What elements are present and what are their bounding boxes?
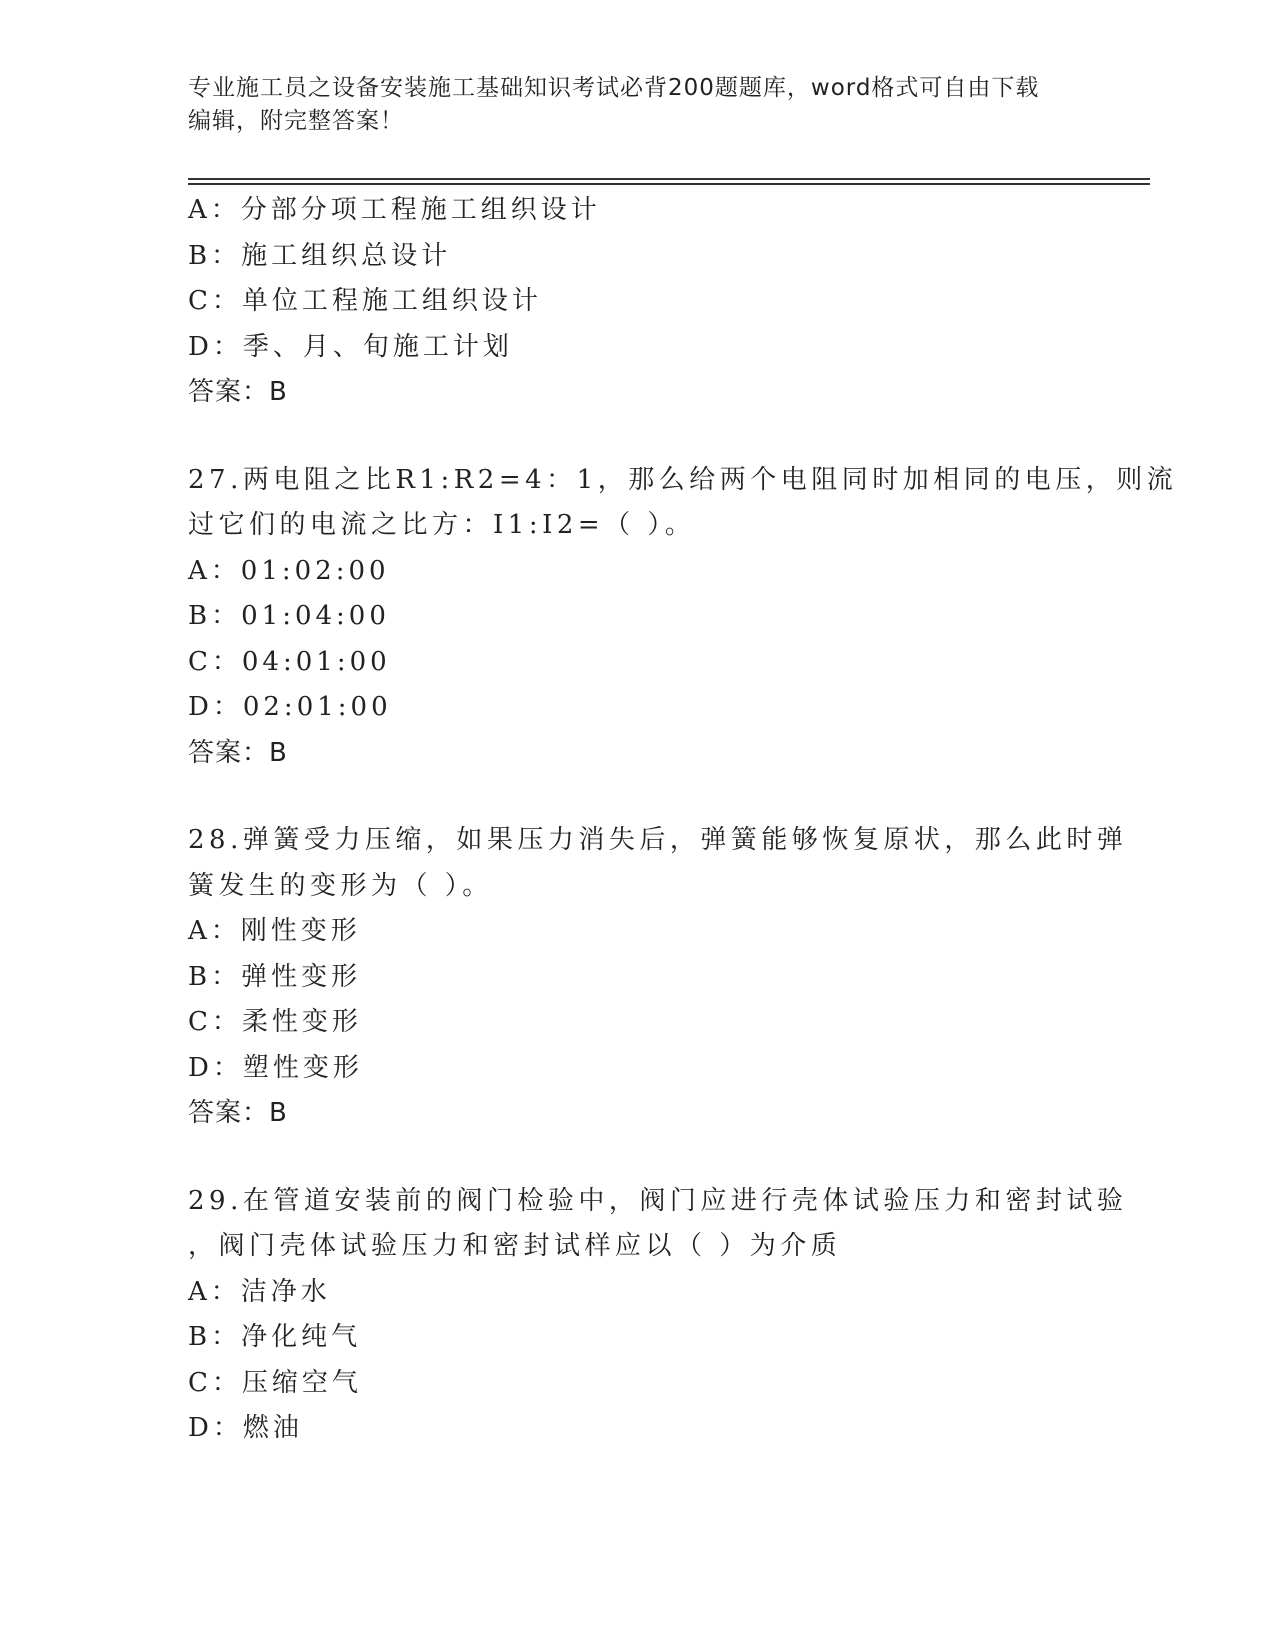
q28-option-d: D：塑性变形 — [188, 1052, 363, 1083]
header-divider-bottom — [188, 183, 1150, 185]
q26-option-d: D：季、月、旬施工计划 — [188, 331, 513, 362]
q26-answer: 答案：B — [188, 377, 288, 407]
q27-stem-line-1: 27.两电阻之比R1:R2=4：1，那么给两个电阻同时加相同的电压，则流 — [188, 464, 1178, 495]
header-title-line-2: 编辑，附完整答案！ — [188, 108, 404, 134]
q26-option-b: B：施工组织总设计 — [188, 240, 452, 271]
q27-stem-line-2: 过它们的电流之比方：I1:I2=（ ）。 — [188, 510, 696, 540]
q29-stem-line-2: ，阀门壳体试验压力和密封试样应以（ ）为介质 — [188, 1231, 842, 1261]
q29-option-a: A：洁净水 — [188, 1276, 331, 1307]
q28-option-c: C：柔性变形 — [188, 1007, 362, 1037]
q29-option-c: C：压缩空气 — [188, 1367, 362, 1398]
q28-option-b: B：弹性变形 — [188, 961, 362, 992]
q27-option-d: D：02:01:00 — [188, 692, 392, 722]
q28-stem-line-2: 簧发生的变形为（ ）。 — [188, 870, 493, 901]
q27-option-a: A：01:02:00 — [188, 555, 390, 586]
document-header — [188, 72, 1068, 138]
spacer — [188, 1137, 1088, 1179]
question-26 — [188, 188, 1088, 416]
q28-answer: 答案：B — [188, 1098, 288, 1128]
q28-stem-line-1: 28.弹簧受力压缩，如果压力消失后，弹簧能够恢复原状，那么此时弹 — [188, 825, 1128, 855]
q27-option-b: B：01:04:00 — [188, 601, 390, 631]
question-list — [188, 188, 1178, 1452]
q29-option-d: D：燃油 — [188, 1413, 303, 1443]
header-title-line-1: 专业施工员之设备安装施工基础知识考试必背200题题库，word格式可自由下载 — [188, 75, 1040, 101]
question-27 — [188, 458, 1178, 777]
question-28 — [188, 818, 1128, 1137]
q28-option-a: A：刚性变形 — [188, 916, 361, 946]
q29-option-b: B：净化纯气 — [188, 1322, 362, 1352]
spacer — [188, 416, 1088, 458]
q27-answer: 答案：B — [188, 737, 288, 768]
header-divider-top — [188, 178, 1150, 180]
question-29 — [188, 1179, 1128, 1452]
spacer — [188, 776, 1088, 818]
q29-stem-line-1: 29.在管道安装前的阀门检验中，阀门应进行壳体试验压力和密封试验 — [188, 1185, 1128, 1216]
q26-option-a: A：分部分项工程施工组织设计 — [188, 195, 601, 225]
q26-option-c: C：单位工程施工组织设计 — [188, 286, 542, 316]
q27-option-c: C：04:01:00 — [188, 646, 391, 677]
